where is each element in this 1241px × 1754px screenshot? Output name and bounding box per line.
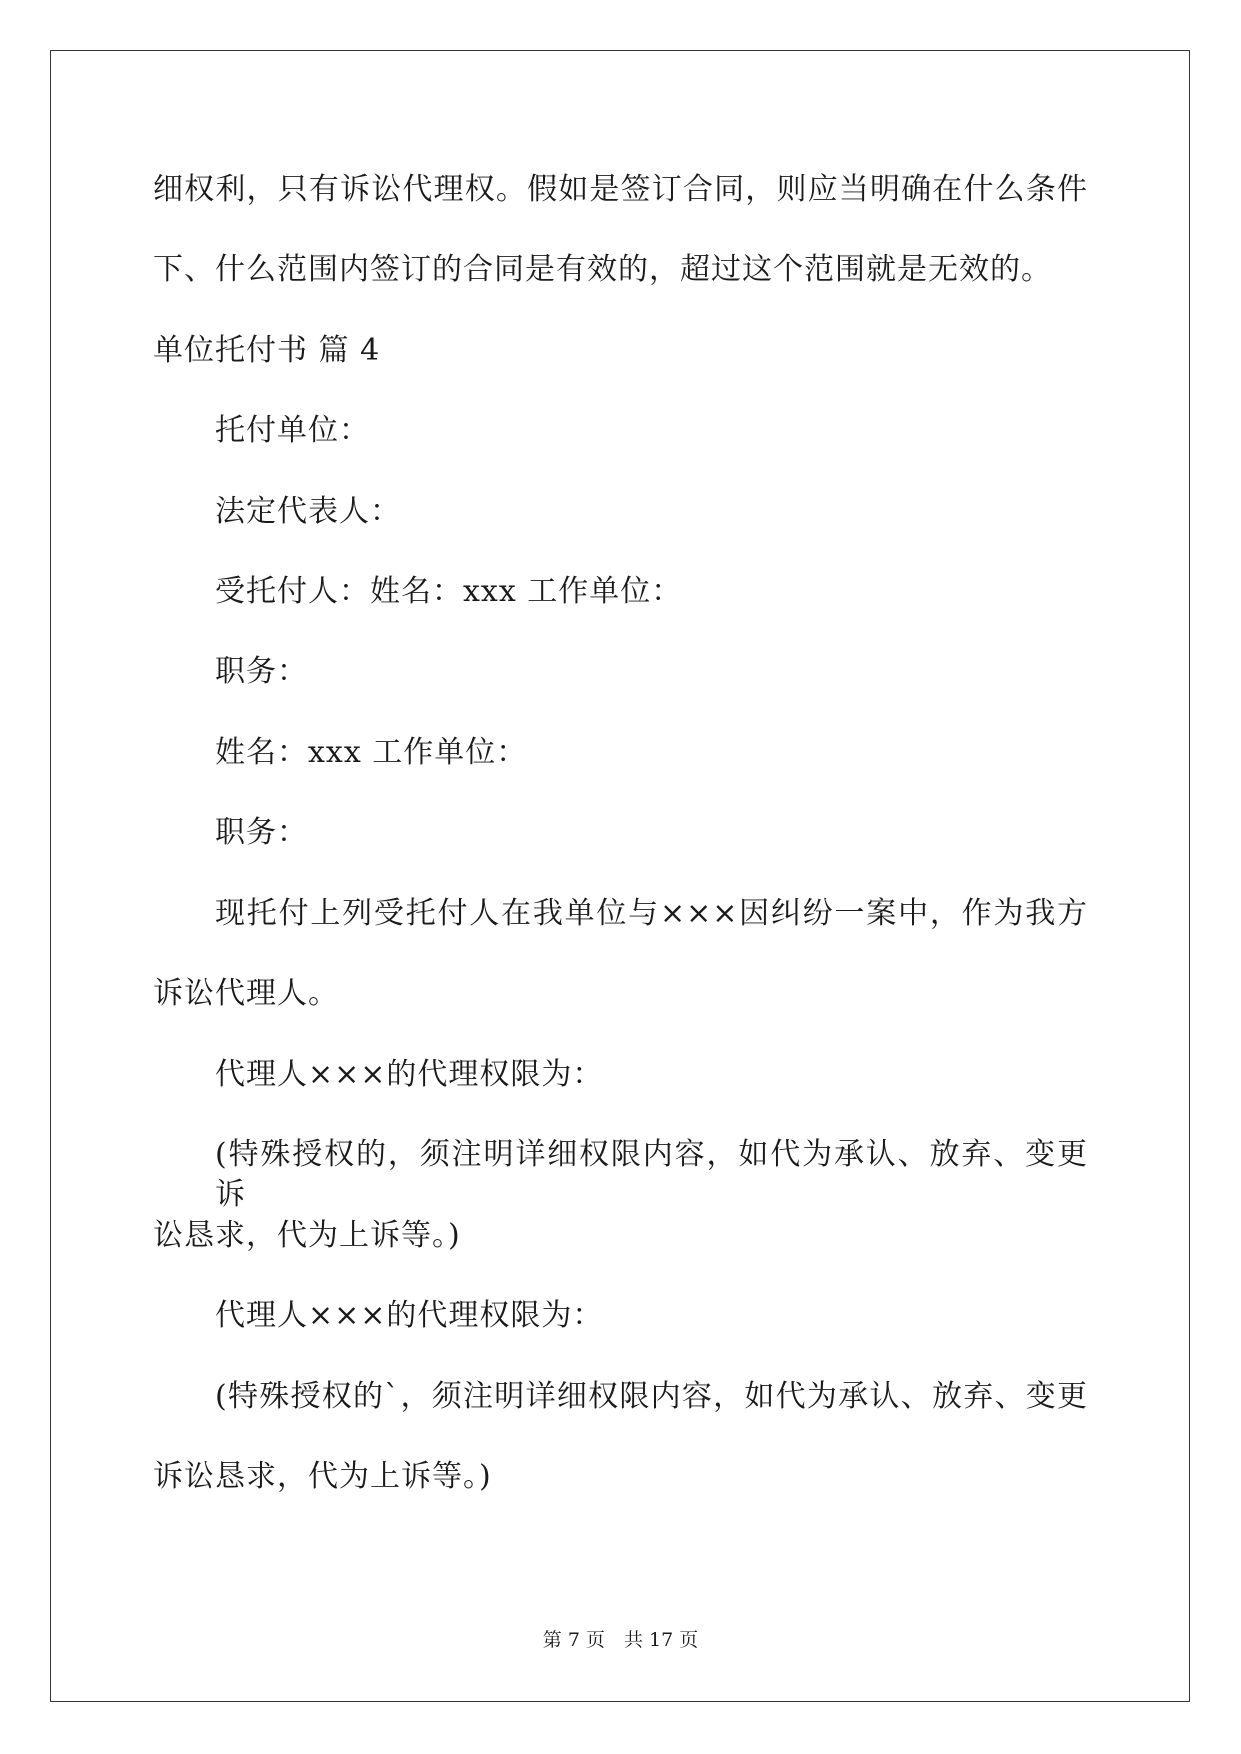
body-text-line: 下、什么范围内签订的合同是有效的，超过这个范围就是无效的。	[153, 252, 1052, 287]
field-legal-representative: 法定代表人：	[215, 494, 401, 529]
field-entrusting-unit: 托付单位：	[215, 413, 370, 448]
body-text-line: 代理人×××的代理权限为：	[215, 1057, 604, 1092]
body-text-line: 诉讼代理人。	[153, 976, 339, 1011]
section-heading: 单位托付书 篇 4	[153, 333, 381, 368]
page-border	[50, 50, 1190, 1702]
page-number-footer: 第 7 页 共 17 页	[542, 1629, 699, 1651]
field-trustee-1: 受托付人：姓名：xxx 工作单位：	[215, 574, 683, 609]
field-position-2: 职务：	[215, 815, 308, 850]
field-trustee-2: 姓名：xxx 工作单位：	[215, 735, 528, 770]
body-text-line: 诉讼恳求，代为上诉等。)	[153, 1459, 492, 1494]
body-text-line: 讼恳求，代为上诉等。)	[153, 1218, 461, 1253]
body-text-line: 现托付上列受托付人在我单位与×××因纠纷一案中，作为我方	[215, 896, 1088, 931]
body-text-line: (特殊授权的`，须注明详细权限内容，如代为承认、放弃、变更	[215, 1379, 1088, 1414]
field-position-1: 职务：	[215, 654, 308, 689]
body-text-line: 细权利，只有诉讼代理权。假如是签订合同，则应当明确在什么条件	[153, 172, 1088, 207]
body-text-line: (特殊授权的，须注明详细权限内容，如代为承认、放弃、变更诉	[215, 1137, 1088, 1212]
body-text-line: 代理人×××的代理权限为：	[215, 1298, 604, 1333]
